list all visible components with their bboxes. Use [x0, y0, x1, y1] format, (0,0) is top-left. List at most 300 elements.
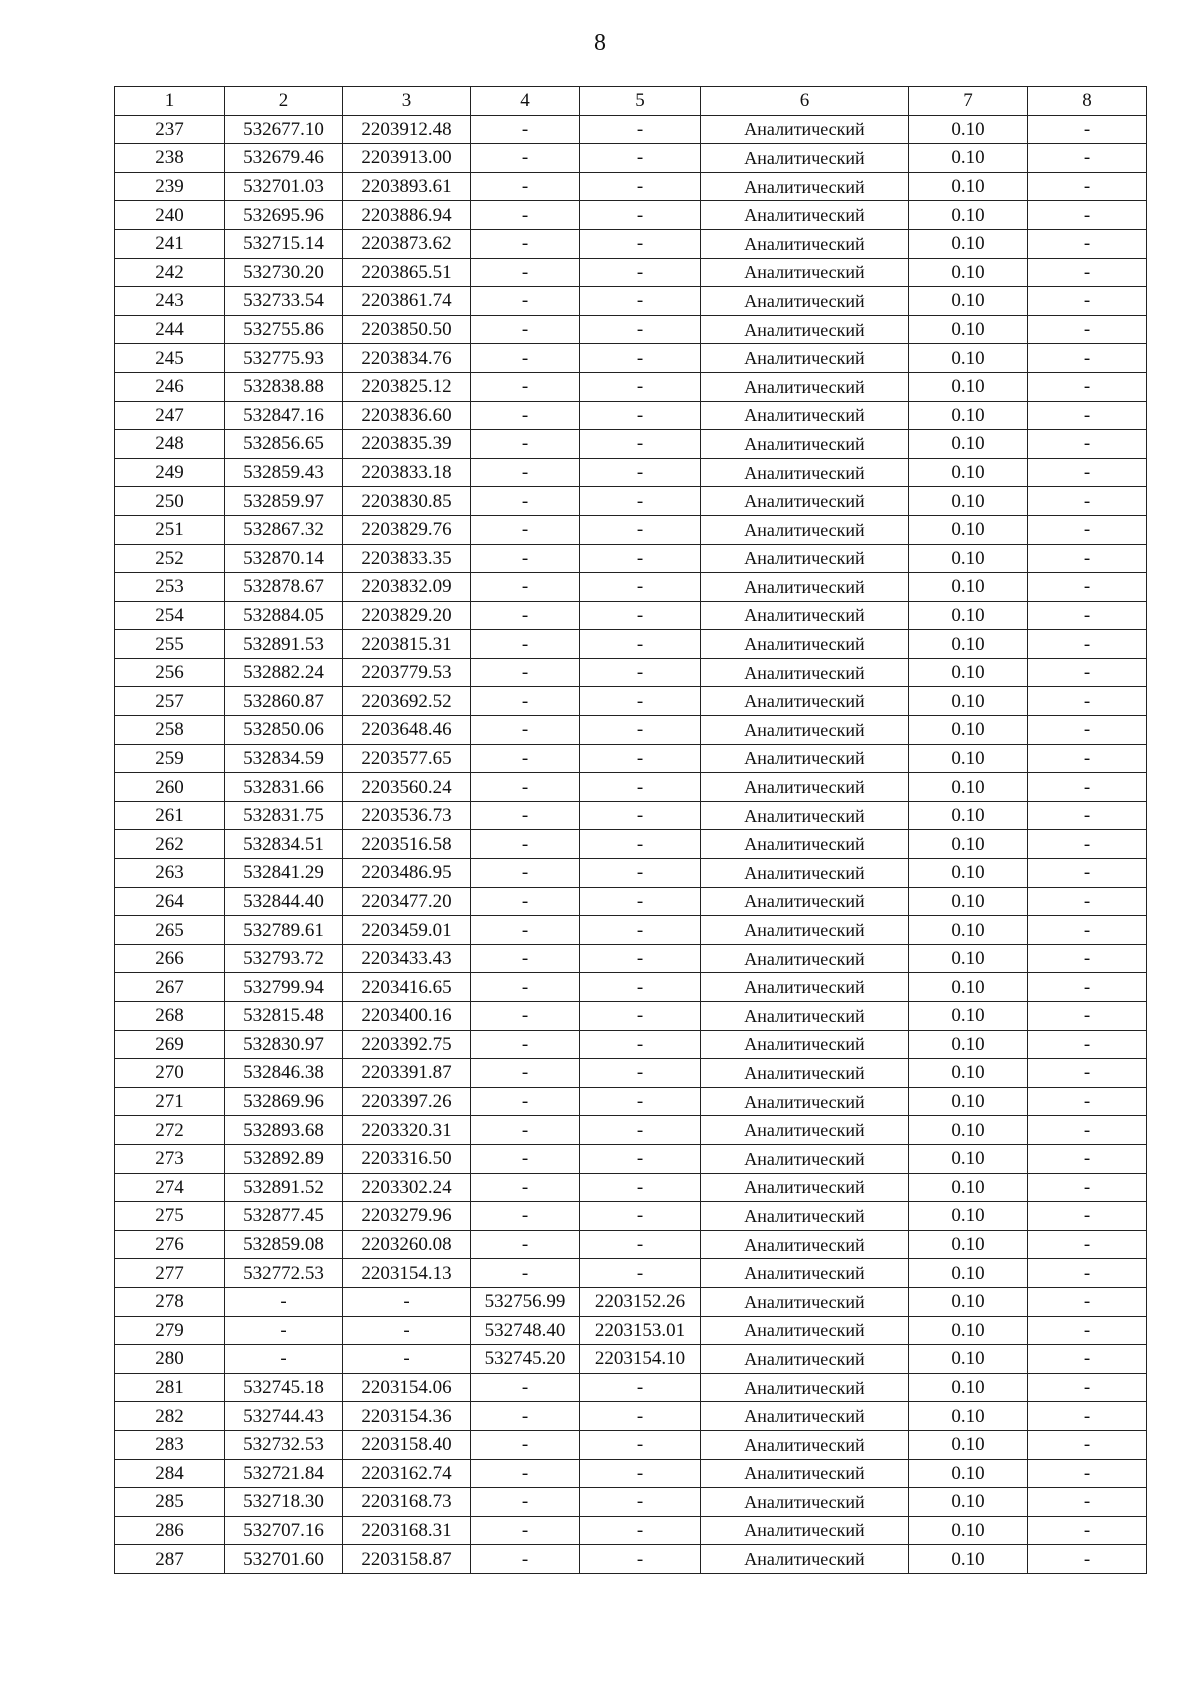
new-x-coordinate-cell: - [471, 1173, 580, 1202]
new-x-coordinate-cell: - [471, 716, 580, 745]
accuracy-cell: 0.10 [909, 687, 1028, 716]
method-cell: Аналитический [701, 1173, 909, 1202]
column-header: 3 [343, 87, 471, 116]
new-x-coordinate-cell: - [471, 372, 580, 401]
accuracy-cell: 0.10 [909, 1316, 1028, 1345]
new-y-coordinate-cell: - [580, 315, 701, 344]
y-coordinate-cell: 2203692.52 [343, 687, 471, 716]
method-cell: Аналитический [701, 773, 909, 802]
x-coordinate-cell: 532860.87 [225, 687, 343, 716]
point-number-cell: 252 [115, 544, 225, 573]
method-cell: Аналитический [701, 401, 909, 430]
accuracy-cell: 0.10 [909, 573, 1028, 602]
point-number-cell: 287 [115, 1545, 225, 1574]
new-x-coordinate-cell: - [471, 115, 580, 144]
new-x-coordinate-cell: - [471, 1373, 580, 1402]
point-number-cell: 280 [115, 1345, 225, 1374]
method-cell: Аналитический [701, 1402, 909, 1431]
new-y-coordinate-cell: - [580, 229, 701, 258]
table-row [115, 1116, 1147, 1145]
y-coordinate-cell: 2203833.35 [343, 544, 471, 573]
point-number-cell: 247 [115, 401, 225, 430]
accuracy-cell: 0.10 [909, 287, 1028, 316]
x-coordinate-cell: 532884.05 [225, 601, 343, 630]
y-coordinate-cell: - [343, 1287, 471, 1316]
accuracy-cell: 0.10 [909, 1373, 1028, 1402]
column-header: 8 [1028, 87, 1147, 116]
x-coordinate-cell: 532793.72 [225, 944, 343, 973]
new-y-coordinate-cell: - [580, 716, 701, 745]
new-y-coordinate-cell: - [580, 1087, 701, 1116]
description-cell: - [1028, 744, 1147, 773]
accuracy-cell: 0.10 [909, 1287, 1028, 1316]
method-cell: Аналитический [701, 1316, 909, 1345]
x-coordinate-cell: 532892.89 [225, 1144, 343, 1173]
accuracy-cell: 0.10 [909, 859, 1028, 888]
method-cell: Аналитический [701, 458, 909, 487]
y-coordinate-cell: 2203829.20 [343, 601, 471, 630]
new-x-coordinate-cell: - [471, 973, 580, 1002]
accuracy-cell: 0.10 [909, 144, 1028, 173]
y-coordinate-cell: 2203154.36 [343, 1402, 471, 1431]
new-y-coordinate-cell: - [580, 944, 701, 973]
point-number-cell: 272 [115, 1116, 225, 1145]
x-coordinate-cell: 532859.43 [225, 458, 343, 487]
x-coordinate-cell: 532799.94 [225, 973, 343, 1002]
table-row [115, 315, 1147, 344]
point-number-cell: 260 [115, 773, 225, 802]
new-x-coordinate-cell: - [471, 1402, 580, 1431]
table-row [115, 430, 1147, 459]
x-coordinate-cell: 532677.10 [225, 115, 343, 144]
new-x-coordinate-cell: - [471, 1059, 580, 1088]
method-cell: Аналитический [701, 1059, 909, 1088]
new-y-coordinate-cell: - [580, 1459, 701, 1488]
point-number-cell: 263 [115, 859, 225, 888]
method-cell: Аналитический [701, 916, 909, 945]
method-cell: Аналитический [701, 744, 909, 773]
y-coordinate-cell: 2203836.60 [343, 401, 471, 430]
new-y-coordinate-cell: - [580, 1259, 701, 1288]
new-y-coordinate-cell: 2203153.01 [580, 1316, 701, 1345]
y-coordinate-cell: 2203832.09 [343, 573, 471, 602]
new-y-coordinate-cell: - [580, 201, 701, 230]
method-cell: Аналитический [701, 115, 909, 144]
table-row [115, 1516, 1147, 1545]
new-y-coordinate-cell: - [580, 1230, 701, 1259]
table-row [115, 944, 1147, 973]
point-number-cell: 237 [115, 115, 225, 144]
point-number-cell: 278 [115, 1287, 225, 1316]
x-coordinate-cell: 532695.96 [225, 201, 343, 230]
new-y-coordinate-cell: - [580, 687, 701, 716]
new-y-coordinate-cell: - [580, 573, 701, 602]
new-y-coordinate-cell: - [580, 744, 701, 773]
new-y-coordinate-cell: - [580, 1488, 701, 1517]
x-coordinate-cell: 532744.43 [225, 1402, 343, 1431]
y-coordinate-cell: 2203865.51 [343, 258, 471, 287]
x-coordinate-cell: 532831.75 [225, 801, 343, 830]
new-x-coordinate-cell: - [471, 1144, 580, 1173]
table-row [115, 1173, 1147, 1202]
x-coordinate-cell: 532701.60 [225, 1545, 343, 1574]
x-coordinate-cell: 532870.14 [225, 544, 343, 573]
accuracy-cell: 0.10 [909, 716, 1028, 745]
new-y-coordinate-cell: - [580, 773, 701, 802]
description-cell: - [1028, 1002, 1147, 1031]
description-cell: - [1028, 1373, 1147, 1402]
method-cell: Аналитический [701, 1230, 909, 1259]
table-row [115, 1402, 1147, 1431]
accuracy-cell: 0.10 [909, 229, 1028, 258]
y-coordinate-cell: 2203913.00 [343, 144, 471, 173]
new-x-coordinate-cell: - [471, 1230, 580, 1259]
y-coordinate-cell: 2203392.75 [343, 1030, 471, 1059]
y-coordinate-cell: 2203648.46 [343, 716, 471, 745]
method-cell: Аналитический [701, 1488, 909, 1517]
accuracy-cell: 0.10 [909, 1030, 1028, 1059]
new-x-coordinate-cell: - [471, 1087, 580, 1116]
table-row [115, 1488, 1147, 1517]
new-y-coordinate-cell: - [580, 258, 701, 287]
x-coordinate-cell: 532867.32 [225, 515, 343, 544]
new-y-coordinate-cell: - [580, 1116, 701, 1145]
method-cell: Аналитический [701, 573, 909, 602]
point-number-cell: 256 [115, 658, 225, 687]
point-number-cell: 265 [115, 916, 225, 945]
y-coordinate-cell: 2203477.20 [343, 887, 471, 916]
new-y-coordinate-cell: - [580, 1402, 701, 1431]
point-number-cell: 266 [115, 944, 225, 973]
accuracy-cell: 0.10 [909, 258, 1028, 287]
description-cell: - [1028, 1545, 1147, 1574]
new-x-coordinate-cell: - [471, 1002, 580, 1031]
new-x-coordinate-cell: - [471, 229, 580, 258]
table-row [115, 573, 1147, 602]
accuracy-cell: 0.10 [909, 515, 1028, 544]
x-coordinate-cell: 532891.53 [225, 630, 343, 659]
method-cell: Аналитический [701, 1002, 909, 1031]
new-x-coordinate-cell: - [471, 916, 580, 945]
y-coordinate-cell: 2203873.62 [343, 229, 471, 258]
new-x-coordinate-cell: - [471, 630, 580, 659]
new-x-coordinate-cell: 532756.99 [471, 1287, 580, 1316]
table-row [115, 1202, 1147, 1231]
method-cell: Аналитический [701, 944, 909, 973]
table-row [115, 916, 1147, 945]
x-coordinate-cell: 532815.48 [225, 1002, 343, 1031]
point-number-cell: 258 [115, 716, 225, 745]
table-row [115, 287, 1147, 316]
accuracy-cell: 0.10 [909, 1202, 1028, 1231]
point-number-cell: 274 [115, 1173, 225, 1202]
point-number-cell: 267 [115, 973, 225, 1002]
table-row [115, 1030, 1147, 1059]
accuracy-cell: 0.10 [909, 344, 1028, 373]
description-cell: - [1028, 229, 1147, 258]
y-coordinate-cell: 2203316.50 [343, 1144, 471, 1173]
x-coordinate-cell: 532834.51 [225, 830, 343, 859]
new-x-coordinate-cell: - [471, 487, 580, 516]
accuracy-cell: 0.10 [909, 401, 1028, 430]
new-x-coordinate-cell: - [471, 344, 580, 373]
y-coordinate-cell: 2203577.65 [343, 744, 471, 773]
x-coordinate-cell: 532859.97 [225, 487, 343, 516]
y-coordinate-cell: 2203850.50 [343, 315, 471, 344]
new-y-coordinate-cell: - [580, 172, 701, 201]
accuracy-cell: 0.10 [909, 372, 1028, 401]
new-x-coordinate-cell: - [471, 1259, 580, 1288]
x-coordinate-cell: - [225, 1345, 343, 1374]
y-coordinate-cell: 2203391.87 [343, 1059, 471, 1088]
table-row [115, 487, 1147, 516]
point-number-cell: 285 [115, 1488, 225, 1517]
new-x-coordinate-cell: - [471, 201, 580, 230]
new-x-coordinate-cell: - [471, 515, 580, 544]
point-number-cell: 249 [115, 458, 225, 487]
method-cell: Аналитический [701, 1430, 909, 1459]
table-row [115, 1087, 1147, 1116]
description-cell: - [1028, 1430, 1147, 1459]
new-y-coordinate-cell: - [580, 401, 701, 430]
method-cell: Аналитический [701, 601, 909, 630]
x-coordinate-cell: 532882.24 [225, 658, 343, 687]
accuracy-cell: 0.10 [909, 1059, 1028, 1088]
accuracy-cell: 0.10 [909, 1259, 1028, 1288]
new-y-coordinate-cell: - [580, 1373, 701, 1402]
accuracy-cell: 0.10 [909, 601, 1028, 630]
method-cell: Аналитический [701, 1545, 909, 1574]
method-cell: Аналитический [701, 887, 909, 916]
new-y-coordinate-cell: - [580, 1202, 701, 1231]
accuracy-cell: 0.10 [909, 916, 1028, 945]
method-cell: Аналитический [701, 372, 909, 401]
table-row [115, 401, 1147, 430]
new-y-coordinate-cell: 2203152.26 [580, 1287, 701, 1316]
x-coordinate-cell: 532877.45 [225, 1202, 343, 1231]
description-cell: - [1028, 544, 1147, 573]
new-x-coordinate-cell: - [471, 1516, 580, 1545]
x-coordinate-cell: 532721.84 [225, 1459, 343, 1488]
method-cell: Аналитический [701, 258, 909, 287]
accuracy-cell: 0.10 [909, 430, 1028, 459]
new-y-coordinate-cell: - [580, 430, 701, 459]
accuracy-cell: 0.10 [909, 1345, 1028, 1374]
x-coordinate-cell: 532733.54 [225, 287, 343, 316]
y-coordinate-cell: 2203433.43 [343, 944, 471, 973]
new-x-coordinate-cell: - [471, 1430, 580, 1459]
description-cell: - [1028, 1259, 1147, 1288]
description-cell: - [1028, 773, 1147, 802]
method-cell: Аналитический [701, 630, 909, 659]
table-row [115, 887, 1147, 916]
y-coordinate-cell: 2203154.06 [343, 1373, 471, 1402]
y-coordinate-cell: 2203320.31 [343, 1116, 471, 1145]
description-cell: - [1028, 801, 1147, 830]
description-cell: - [1028, 1316, 1147, 1345]
accuracy-cell: 0.10 [909, 115, 1028, 144]
y-coordinate-cell: 2203279.96 [343, 1202, 471, 1231]
table-row [115, 544, 1147, 573]
accuracy-cell: 0.10 [909, 1488, 1028, 1517]
table-row [115, 1002, 1147, 1031]
new-x-coordinate-cell: - [471, 401, 580, 430]
description-cell: - [1028, 201, 1147, 230]
point-number-cell: 281 [115, 1373, 225, 1402]
table-row [115, 458, 1147, 487]
method-cell: Аналитический [701, 1373, 909, 1402]
new-y-coordinate-cell: - [580, 544, 701, 573]
point-number-cell: 248 [115, 430, 225, 459]
point-number-cell: 262 [115, 830, 225, 859]
new-y-coordinate-cell: - [580, 630, 701, 659]
table-row [115, 1459, 1147, 1488]
x-coordinate-cell: 532856.65 [225, 430, 343, 459]
y-coordinate-cell: 2203400.16 [343, 1002, 471, 1031]
description-cell: - [1028, 1116, 1147, 1145]
new-y-coordinate-cell: - [580, 801, 701, 830]
x-coordinate-cell: 532869.96 [225, 1087, 343, 1116]
description-cell: - [1028, 1087, 1147, 1116]
column-header: 1 [115, 87, 225, 116]
description-cell: - [1028, 258, 1147, 287]
y-coordinate-cell: 2203825.12 [343, 372, 471, 401]
point-number-cell: 283 [115, 1430, 225, 1459]
accuracy-cell: 0.10 [909, 1459, 1028, 1488]
method-cell: Аналитический [701, 172, 909, 201]
method-cell: Аналитический [701, 1144, 909, 1173]
description-cell: - [1028, 1516, 1147, 1545]
accuracy-cell: 0.10 [909, 744, 1028, 773]
accuracy-cell: 0.10 [909, 1402, 1028, 1431]
point-number-cell: 246 [115, 372, 225, 401]
description-cell: - [1028, 1459, 1147, 1488]
point-number-cell: 261 [115, 801, 225, 830]
new-x-coordinate-cell: - [471, 1202, 580, 1231]
point-number-cell: 254 [115, 601, 225, 630]
point-number-cell: 279 [115, 1316, 225, 1345]
new-x-coordinate-cell: 532745.20 [471, 1345, 580, 1374]
point-number-cell: 268 [115, 1002, 225, 1031]
column-header: 7 [909, 87, 1028, 116]
y-coordinate-cell: 2203168.73 [343, 1488, 471, 1517]
description-cell: - [1028, 1059, 1147, 1088]
point-number-cell: 250 [115, 487, 225, 516]
accuracy-cell: 0.10 [909, 1516, 1028, 1545]
method-cell: Аналитический [701, 144, 909, 173]
table-row [115, 372, 1147, 401]
x-coordinate-cell: 532859.08 [225, 1230, 343, 1259]
point-number-cell: 241 [115, 229, 225, 258]
method-cell: Аналитический [701, 1087, 909, 1116]
table-row [115, 1545, 1147, 1574]
table-body [115, 115, 1147, 1573]
accuracy-cell: 0.10 [909, 1545, 1028, 1574]
new-x-coordinate-cell: - [471, 687, 580, 716]
description-cell: - [1028, 973, 1147, 1002]
table-row [115, 1144, 1147, 1173]
x-coordinate-cell: 532745.18 [225, 1373, 343, 1402]
table-row [115, 1373, 1147, 1402]
new-x-coordinate-cell: - [471, 1030, 580, 1059]
x-coordinate-cell: 532775.93 [225, 344, 343, 373]
method-cell: Аналитический [701, 973, 909, 1002]
point-number-cell: 238 [115, 144, 225, 173]
y-coordinate-cell: 2203560.24 [343, 773, 471, 802]
accuracy-cell: 0.10 [909, 1173, 1028, 1202]
accuracy-cell: 0.10 [909, 658, 1028, 687]
y-coordinate-cell: 2203886.94 [343, 201, 471, 230]
point-number-cell: 239 [115, 172, 225, 201]
y-coordinate-cell: 2203416.65 [343, 973, 471, 1002]
y-coordinate-cell: 2203158.40 [343, 1430, 471, 1459]
y-coordinate-cell: 2203912.48 [343, 115, 471, 144]
y-coordinate-cell: 2203486.95 [343, 859, 471, 888]
point-number-cell: 259 [115, 744, 225, 773]
new-y-coordinate-cell: - [580, 344, 701, 373]
accuracy-cell: 0.10 [909, 630, 1028, 659]
table-row [115, 773, 1147, 802]
description-cell: - [1028, 944, 1147, 973]
new-y-coordinate-cell: - [580, 515, 701, 544]
description-cell: - [1028, 1144, 1147, 1173]
new-x-coordinate-cell: - [471, 1545, 580, 1574]
new-y-coordinate-cell: - [580, 1059, 701, 1088]
y-coordinate-cell: 2203830.85 [343, 487, 471, 516]
y-coordinate-cell: 2203893.61 [343, 172, 471, 201]
point-number-cell: 284 [115, 1459, 225, 1488]
new-y-coordinate-cell: - [580, 830, 701, 859]
new-y-coordinate-cell: - [580, 1430, 701, 1459]
x-coordinate-cell: 532893.68 [225, 1116, 343, 1145]
description-cell: - [1028, 315, 1147, 344]
point-number-cell: 251 [115, 515, 225, 544]
point-number-cell: 271 [115, 1087, 225, 1116]
x-coordinate-cell: 532830.97 [225, 1030, 343, 1059]
new-y-coordinate-cell: 2203154.10 [580, 1345, 701, 1374]
x-coordinate-cell: - [225, 1316, 343, 1345]
point-number-cell: 269 [115, 1030, 225, 1059]
x-coordinate-cell: 532841.29 [225, 859, 343, 888]
table-row [115, 744, 1147, 773]
new-y-coordinate-cell: - [580, 859, 701, 888]
new-x-coordinate-cell: - [471, 658, 580, 687]
method-cell: Аналитический [701, 430, 909, 459]
x-coordinate-cell: 532732.53 [225, 1430, 343, 1459]
new-y-coordinate-cell: - [580, 487, 701, 516]
y-coordinate-cell: 2203162.74 [343, 1459, 471, 1488]
new-y-coordinate-cell: - [580, 1144, 701, 1173]
page-number: 8 [594, 30, 606, 56]
x-coordinate-cell: 532755.86 [225, 315, 343, 344]
x-coordinate-cell: 532718.30 [225, 1488, 343, 1517]
table-row [115, 258, 1147, 287]
y-coordinate-cell: 2203833.18 [343, 458, 471, 487]
new-x-coordinate-cell: - [471, 801, 580, 830]
new-y-coordinate-cell: - [580, 1030, 701, 1059]
description-cell: - [1028, 916, 1147, 945]
table-row [115, 1345, 1147, 1374]
new-y-coordinate-cell: - [580, 458, 701, 487]
new-x-coordinate-cell: - [471, 544, 580, 573]
table-row [115, 172, 1147, 201]
x-coordinate-cell: 532847.16 [225, 401, 343, 430]
new-x-coordinate-cell: - [471, 1116, 580, 1145]
description-cell: - [1028, 1287, 1147, 1316]
x-coordinate-cell: 532715.14 [225, 229, 343, 258]
accuracy-cell: 0.10 [909, 201, 1028, 230]
x-coordinate-cell: 532772.53 [225, 1259, 343, 1288]
